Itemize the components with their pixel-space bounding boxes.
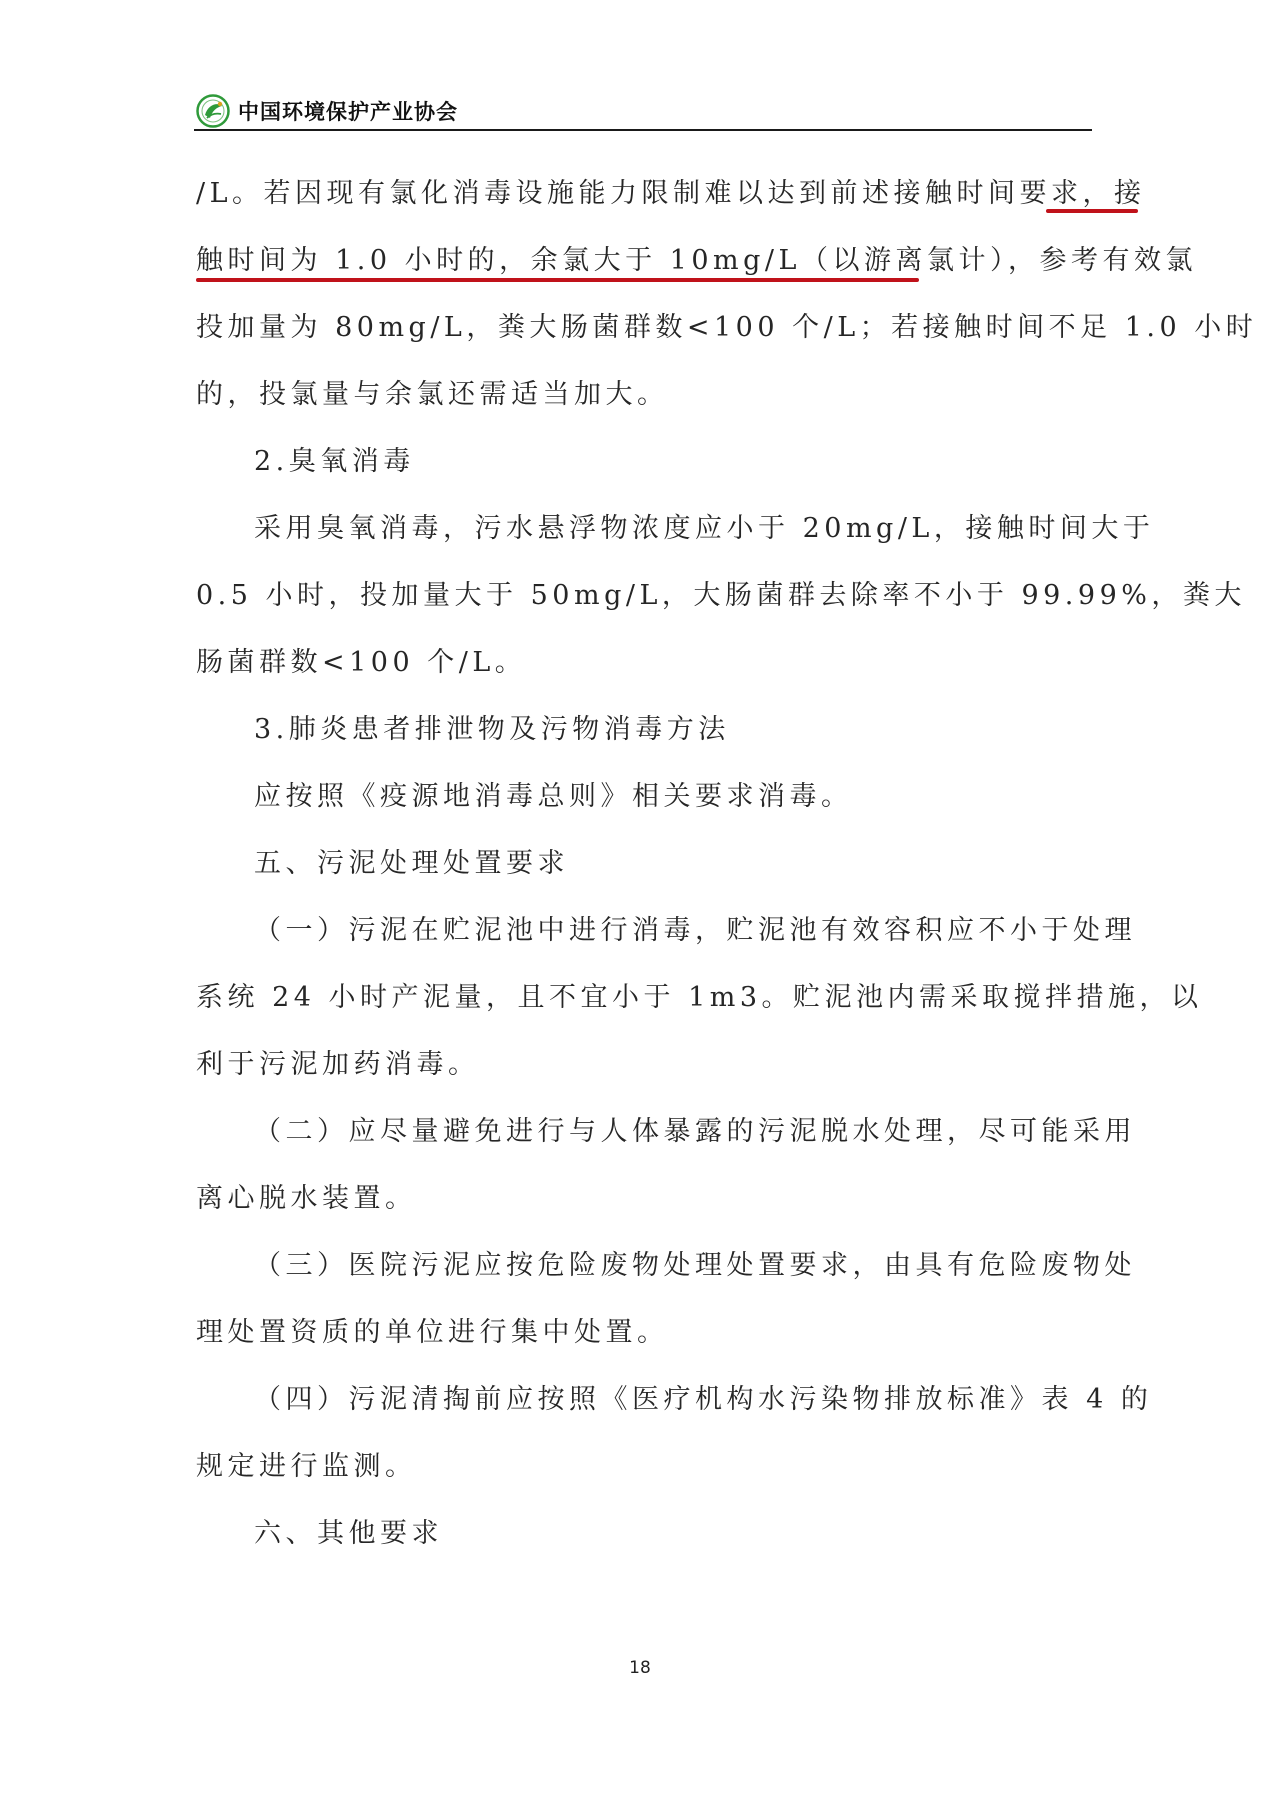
text-line: 投加量为 80mg/L，粪大肠菌群数<100 个/L；若接触时间不足 1.0 小时 [196,312,1258,343]
text-line: （四）污泥清掏前应按照《医疗机构水污染物排放标准》表 4 的 [254,1384,1153,1415]
text-line: 规定进行监测。 [196,1451,417,1482]
page-header [196,92,458,130]
organization-name: 中国环境保护产业协会 [238,100,458,124]
text-line: 理处置资质的单位进行集中处置。 [196,1317,669,1348]
red-underline-annotation [196,278,919,282]
text-line: （二）应尽量避免进行与人体暴露的污泥脱水处理，尽可能采用 [254,1116,1136,1147]
text-line: 离心脱水装置。 [196,1183,417,1214]
text-line: /L。若因现有氯化消毒设施能力限制难以达到前述接触时间要求，接 [196,160,1096,227]
section-heading-sludge: 五、污泥处理处置要求 [254,848,569,879]
text-line: 0.5 小时，投加量大于 50mg/L，大肠菌群去除率不小于 99.99%，粪大 [196,580,1246,611]
text-line: 采用臭氧消毒，污水悬浮物浓度应小于 20mg/L，接触时间大于 [254,513,1155,544]
text-line: 应按照《疫源地消毒总则》相关要求消毒。 [254,781,853,812]
header-divider [194,129,1092,131]
text-line: （三）医院污泥应按危险废物处理处置要求，由具有危险废物处 [254,1250,1136,1281]
text-line: 系统 24 小时产泥量，且不宜小于 1m3。贮泥池内需采取搅拌措施，以 [196,982,1203,1013]
section-heading-pneumonia: 3.肺炎患者排泄物及污物消毒方法 [254,714,730,745]
text-line: （一）污泥在贮泥池中进行消毒，贮泥池有效容积应不小于处理 [254,915,1136,946]
section-heading-other: 六、其他要求 [254,1518,443,1549]
document-body [196,160,1258,1567]
text-line: 的，投氯量与余氯还需适当加大。 [196,379,669,410]
red-underline-annotation [1046,209,1138,213]
text-line: 肠菌群数<100 个/L。 [196,647,527,678]
section-heading-ozone: 2.臭氧消毒 [254,446,415,477]
text-line: 触时间为 1.0 小时的，余氯大于 10mg/L（以游离氯计），参考有效氯 [196,227,1096,294]
text-line: 利于污泥加药消毒。 [196,1049,480,1080]
association-logo-icon [196,94,230,128]
page-number: 18 [629,1658,651,1678]
